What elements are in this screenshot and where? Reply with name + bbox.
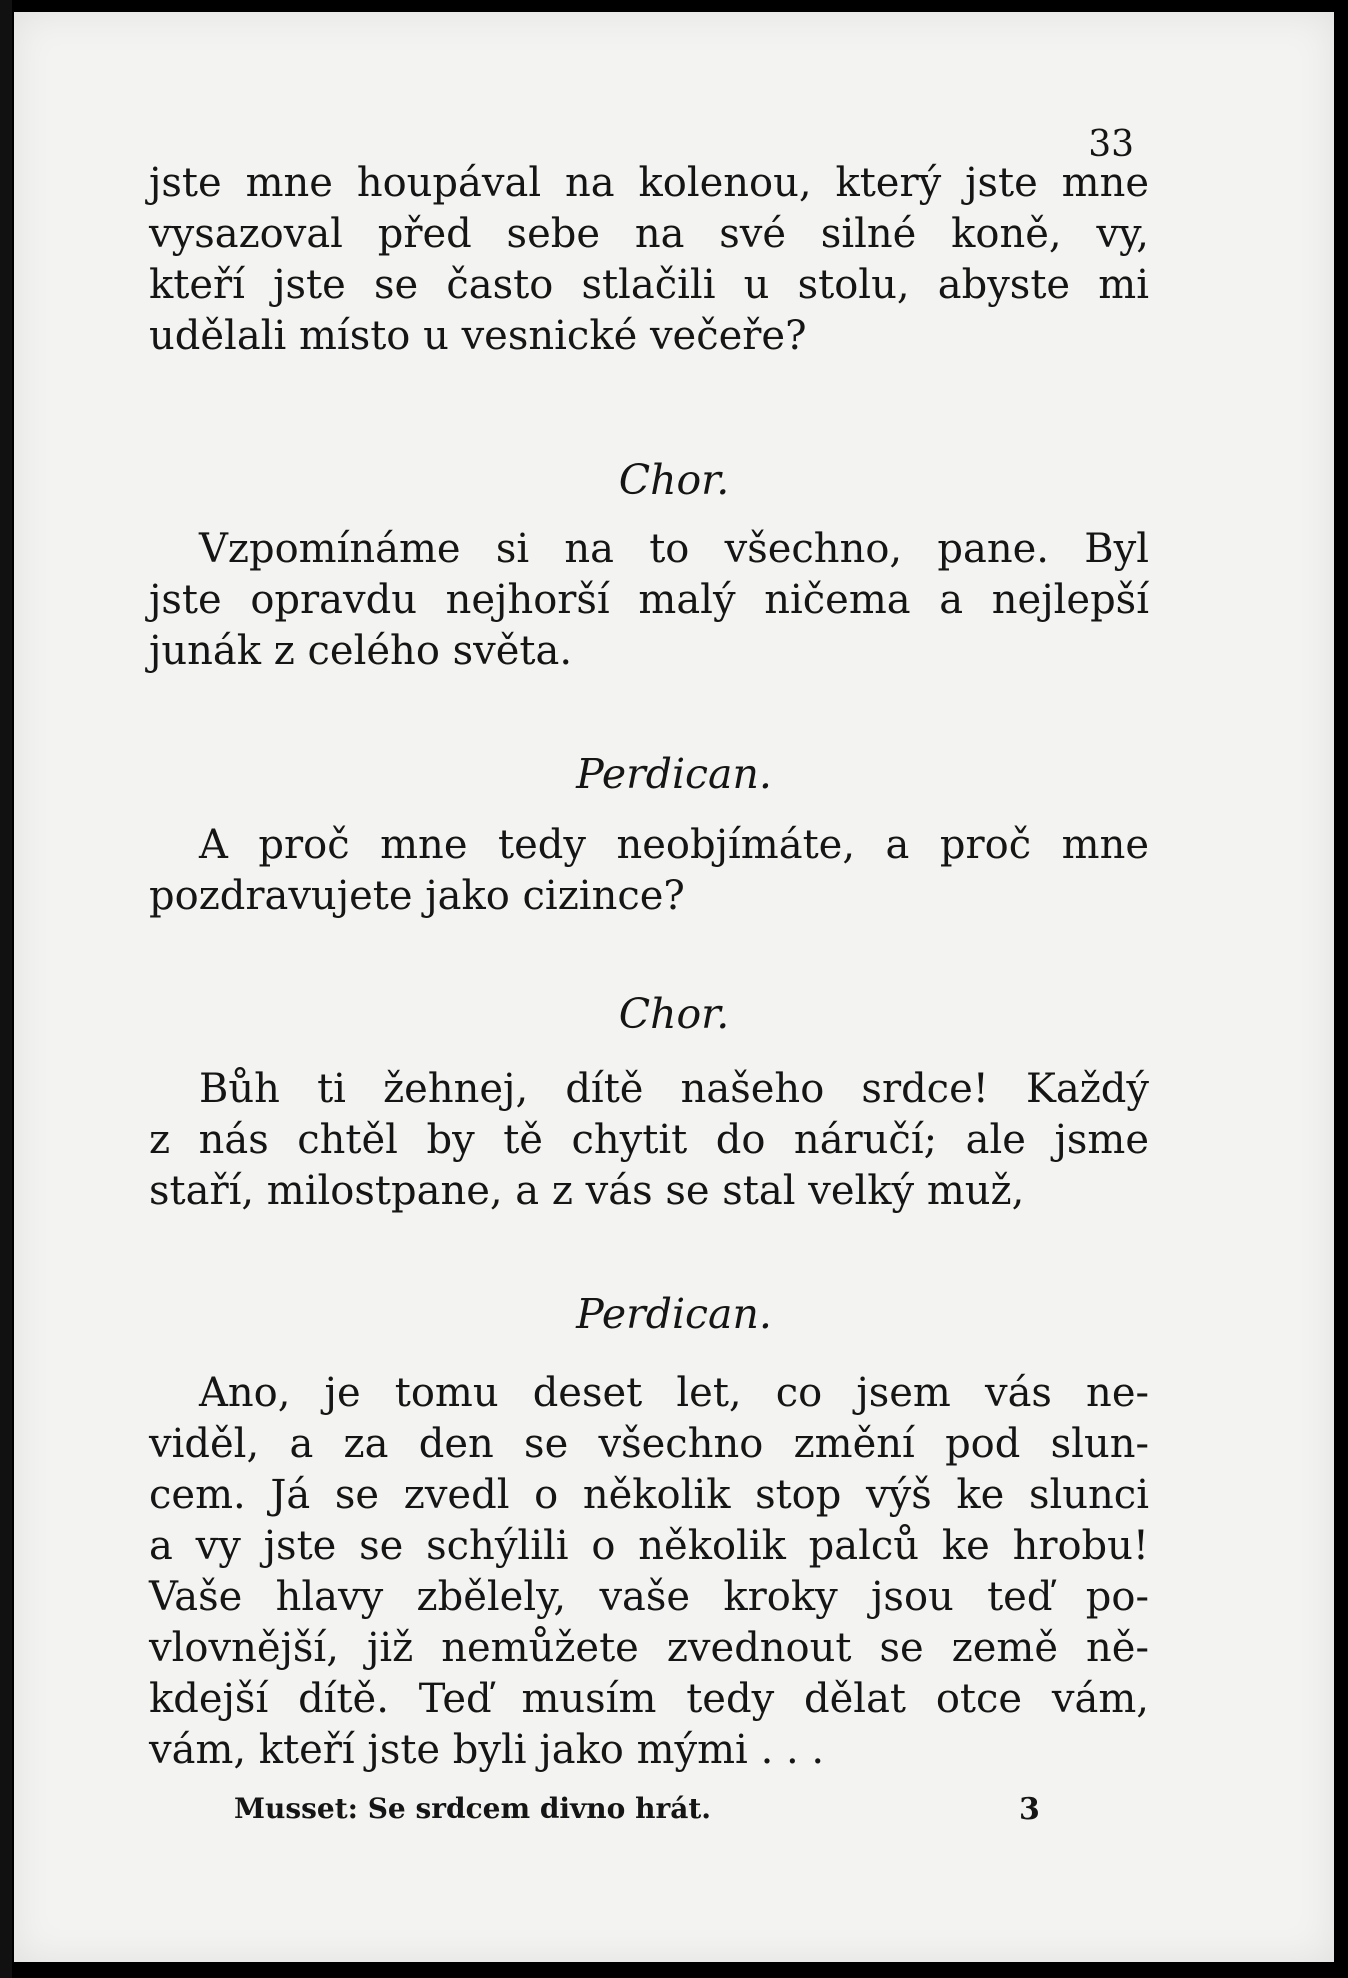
text-line: a vy jste se schýlili o několik palců ke hrobu! bbox=[149, 1523, 1149, 1569]
signature-line: Musset: Se srdcem divno hrát. bbox=[234, 1792, 712, 1825]
page-number: 33 bbox=[1088, 124, 1134, 165]
text-line: Ano, je tomu deset let, co jsem vás ne- bbox=[199, 1370, 1149, 1416]
text-line: viděl, a za den se všechno změní pod slun- bbox=[149, 1421, 1149, 1467]
text-line: pozdravujete jako cizince? bbox=[149, 873, 685, 919]
paragraph-opening bbox=[149, 158, 1149, 362]
text-line: junák z celého světa. bbox=[149, 628, 573, 674]
text-line: udělali místo u vesnické večeře? bbox=[149, 313, 807, 359]
text-line: vlovnější, již nemůžete zvednout se země ně- bbox=[149, 1625, 1149, 1671]
sheet-mark: 3 bbox=[1019, 1792, 1040, 1827]
text-line: z nás chtěl by tě chytit do náručí; ale jsme bbox=[149, 1117, 1149, 1163]
text-line: kdejší dítě. Teď musím tedy dělat otce vám, bbox=[149, 1676, 1149, 1722]
speaker-heading: Perdican. bbox=[576, 1290, 772, 1338]
text-line: staří, milostpane, a z vás se stal velký muž, bbox=[149, 1168, 1025, 1214]
speaker-heading: Perdican. bbox=[576, 750, 772, 798]
paragraph-chor-2 bbox=[149, 1064, 1149, 1217]
text-line: cem. Já se zvedl o několik stop výš ke slunci bbox=[149, 1472, 1149, 1518]
text-line: Bůh ti žehnej, dítě našeho srdce! Každý bbox=[199, 1066, 1149, 1112]
text-line: A proč mne tedy neobjímáte, a proč mne bbox=[199, 822, 1149, 868]
speaker-heading: Chor. bbox=[618, 990, 730, 1038]
text-line: vám, kteří jste byli jako mými . . . bbox=[149, 1727, 825, 1773]
paragraph-perdican-2 bbox=[149, 1368, 1149, 1776]
book-page bbox=[14, 12, 1334, 1962]
book-spine-edge bbox=[0, 0, 12, 1978]
text-line: jste mne houpával na kolenou, který jste mne bbox=[149, 160, 1149, 206]
text-line: kteří jste se často stlačili u stolu, abyste mi bbox=[149, 262, 1149, 308]
text-line: Vzpomínáme si na to všechno, pane. Byl bbox=[199, 526, 1149, 572]
text-line: jste opravdu nejhorší malý ničema a nejlepší bbox=[149, 577, 1149, 623]
speaker-heading: Chor. bbox=[618, 456, 730, 504]
paragraph-chor-1 bbox=[149, 524, 1149, 677]
text-line: vysazoval před sebe na své silné koně, vy, bbox=[149, 211, 1149, 257]
text-line: Vaše hlavy zbělely, vaše kroky jsou teď po- bbox=[149, 1574, 1149, 1620]
paragraph-perdican-1 bbox=[149, 820, 1149, 922]
